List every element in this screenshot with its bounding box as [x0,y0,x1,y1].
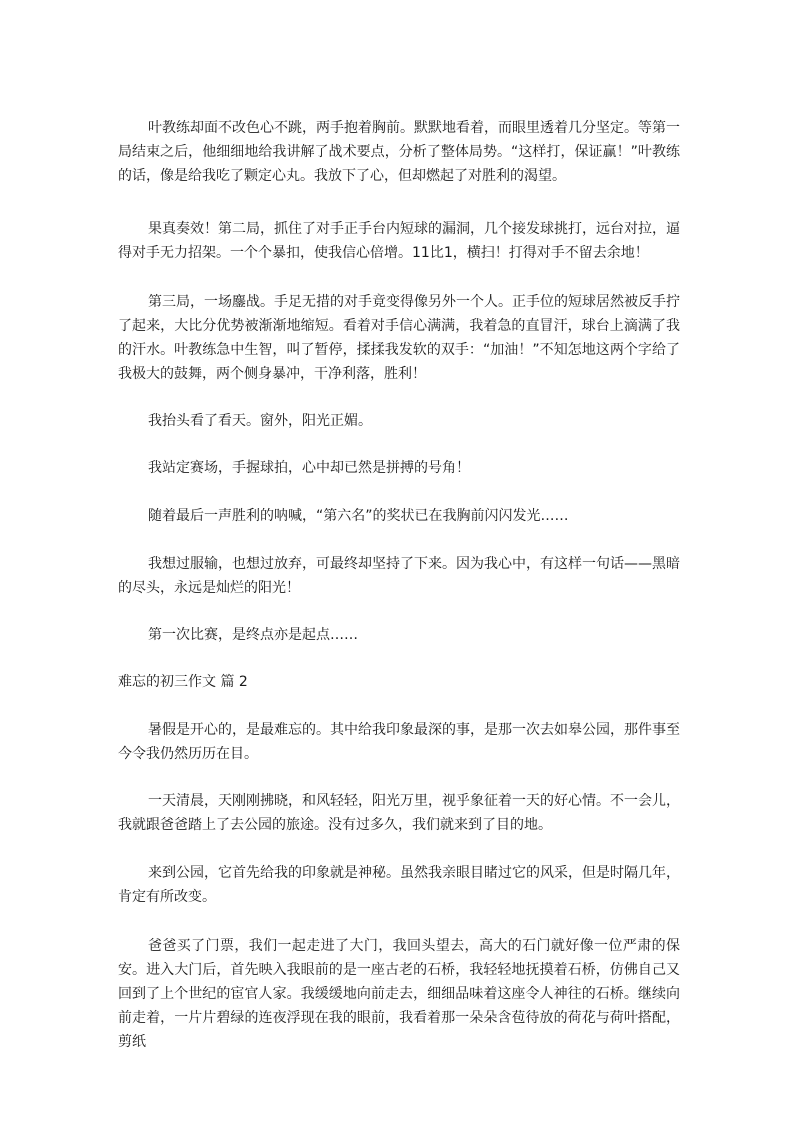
paragraph: 果真奏效！第二局，抓住了对手正手台内短球的漏洞，几个接发球挑打，远台对拉，逼得对手无力招架。一个个暴扣，使我信心倍增。11比1，横扫！打得对手不留去余地！ [118,221,680,261]
paragraph: 随着最后一声胜利的呐喊，“第六名”的奖状已在我胸前闪闪发光…… [148,508,569,524]
paragraph: 我站定赛场，手握球拍，心中却已然是拼搏的号角！ [148,460,470,476]
paragraph: 我想过服输，也想过放弃，可最终却坚持了下来。因为我心中，有这样一句话——黑暗的尽头，永远是灿烂的阳光！ [118,556,680,596]
paragraph: 一天清晨，天刚刚拂晓，和风轻轻，阳光万里，视乎象征着一天的好心情。不一会儿，我就跟爸爸踏上了去公园的旅途。没有过多久，我们就来到了目的地。 [118,793,680,833]
paragraph: 来到公园，它首先给我的印象就是神秘。虽然我亲眼目睹过它的风采，但是时隔几年，肯定有所改变。 [118,865,680,905]
paragraph: 我抬头看了看天。窗外，阳光正媚。 [148,413,372,429]
paragraph: 第一次比赛，是终点亦是起点…… [148,627,358,643]
paragraph: 爸爸买了门票，我们一起走进了大门，我回头望去，高大的石门就好像一位严肃的保安。进入大门后，首先映入我眼前的是一座古老的石桥，我轻轻地抚摸着石桥，仿佛自己又回到了上个世纪的宦官人家。我缓缓地向前走去，细细品味着这座令人神往的石桥。继续向前走着，一片片碧绿的连夜浮现在我的眼前，我看着那一朵朵含苞待放的荷花与荷叶搭配，剪纸 [118,938,680,1050]
paragraph: 第三局，一场鏖战。手足无措的对手竟变得像另外一个人。正手位的短球居然被反手拧了起来，大比分优势被渐渐地缩短。看着对手信心满满，我着急的直冒汗，球台上滴满了我的汗水。叶教练急中生智，叫了暂停，揉揉我发软的双手：“加油！”不知怎地这两个字给了我极大的鼓舞，两个侧身暴冲，干净利落，胜利！ [118,294,680,382]
paragraph: 叶教练却面不改色心不跳，两手抱着胸前。默默地看着，而眼里透着几分坚定。等第一局结束之后，他细细地给我讲解了战术要点，分析了整体局势。“这样打，保证赢！”叶教练的话，像是给我吃了颗定心丸。我放下了心，但却燃起了对胜利的渴望。 [118,120,680,184]
paragraph: 暑假是开心的，是最难忘的。其中给我印象最深的事，是那一次去如皋公园，那件事至今令我仍然历历在目。 [118,722,680,762]
section-heading: 难忘的初三作文 篇 2 [118,674,248,690]
